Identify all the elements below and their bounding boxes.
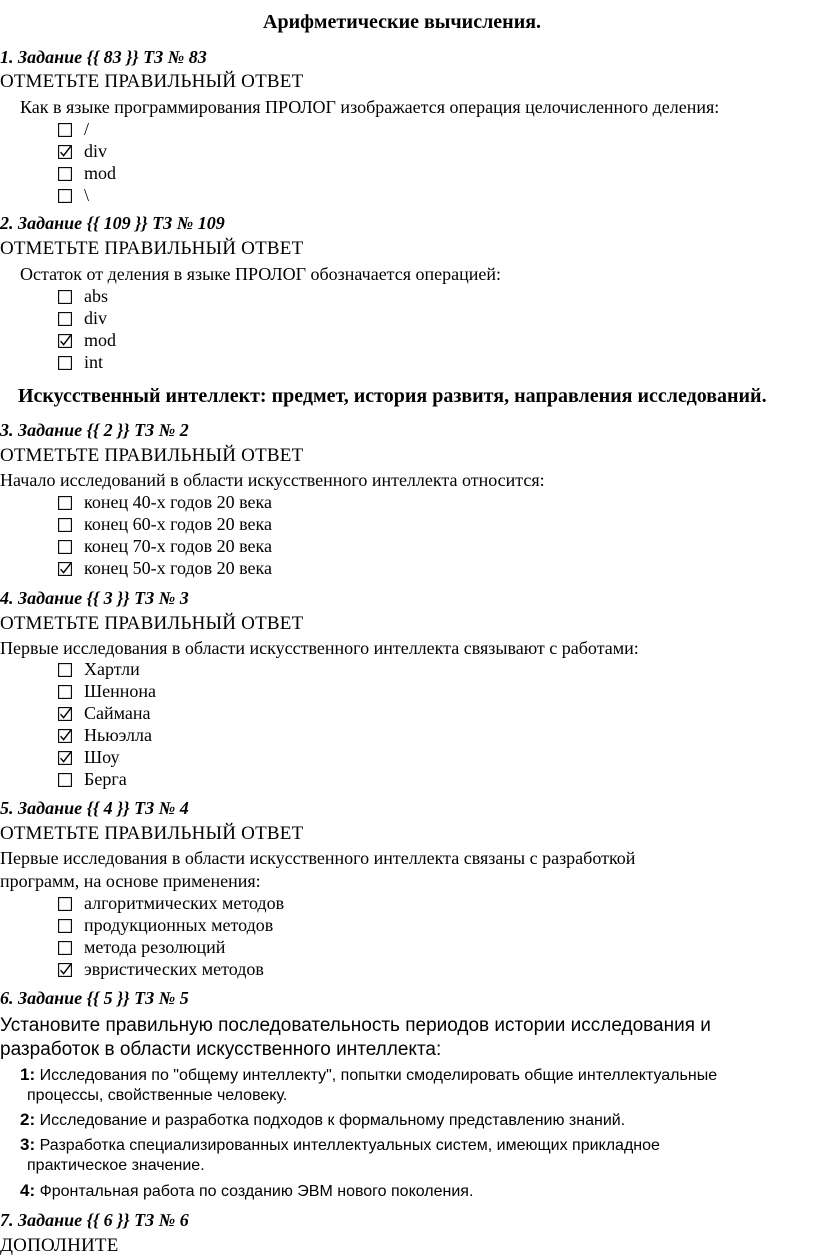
option-label: div (84, 141, 108, 161)
task-header: 3. Задание {{ 2 }} ТЗ № 2 (0, 420, 189, 440)
checkbox-icon (58, 496, 72, 510)
option-label: конец 70-х годов 20 века (84, 536, 272, 556)
option[interactable] (58, 492, 272, 513)
task-question-line: Установите правильную последовательность периодов истории исследования и (0, 1015, 711, 1036)
checkbox-icon (58, 663, 72, 677)
task-instruction: ОТМЕТЬТЕ ПРАВИЛЬНЫЙ ОТВЕТ (0, 613, 304, 634)
option-label: эвристических методов (84, 959, 264, 979)
checked-box-icon (58, 963, 72, 977)
option-label: Хартли (84, 659, 140, 679)
option[interactable] (58, 352, 103, 373)
option-label: конец 50-х годов 20 века (84, 558, 272, 578)
checkbox-icon (58, 123, 72, 137)
option[interactable] (58, 558, 272, 579)
option[interactable] (58, 163, 116, 184)
checkbox-icon (58, 290, 72, 304)
task-question-line: Первые исследования в области искусственного интеллекта связаны с разработкой (0, 848, 636, 868)
checked-box-icon (58, 751, 72, 765)
option[interactable] (58, 536, 272, 557)
option-label: Берга (84, 769, 127, 789)
option[interactable] (58, 659, 140, 680)
option-label: алгоритмических методов (84, 893, 285, 913)
task-header: 5. Задание {{ 4 }} ТЗ № 4 (0, 798, 189, 818)
option[interactable] (58, 915, 273, 936)
sequence-number: 4: (20, 1181, 36, 1200)
task-question: Как в языке программирования ПРОЛОГ изображается операция целочисленного деления: (20, 97, 720, 117)
task-header: 6. Задание {{ 5 }} ТЗ № 5 (0, 988, 189, 1008)
sequence-text-cont: процессы, свойственные человеку. (27, 1087, 288, 1104)
checkbox-icon (58, 167, 72, 181)
sequence-text: Разработка специализированных интеллектуальных систем, имеющих прикладное (39, 1137, 660, 1154)
option-label: продукционных методов (84, 915, 274, 935)
task-question-line: разработок в области искусственного интеллекта: (0, 1039, 442, 1060)
sequence-text: Исследование и разработка подходов к формальному представлению знаний. (39, 1112, 626, 1129)
option[interactable] (58, 185, 89, 206)
option-label: Саймана (84, 703, 151, 723)
section-title: Арифметические вычисления. (263, 11, 542, 33)
checkbox-icon (58, 685, 72, 699)
option-label: метода резолюций (84, 937, 226, 957)
checkbox-icon (58, 773, 72, 787)
section-title: Искусственный интеллект: предмет, история развитя, направления исследований. (18, 385, 767, 407)
sequence-text: Фронтальная работа по созданию ЭВМ нового поколения. (39, 1183, 474, 1200)
option-label: div (84, 308, 108, 328)
option-label: / (84, 119, 90, 139)
option-label: abs (84, 286, 108, 306)
task-instruction: ОТМЕТЬТЕ ПРАВИЛЬНЫЙ ОТВЕТ (0, 445, 304, 466)
checkbox-icon (58, 941, 72, 955)
option[interactable] (58, 308, 107, 329)
task-question: Первые исследования в области искусственного интеллекта связывают с работами: (0, 638, 639, 658)
option-label: mod (84, 330, 117, 350)
task-header: 1. Задание {{ 83 }} ТЗ № 83 (0, 47, 207, 67)
task-question: Остаток от деления в языке ПРОЛОГ обозначается операцией: (20, 264, 502, 284)
option-label: Ньюэлла (84, 725, 153, 745)
sequence-number: 1: (20, 1065, 36, 1084)
checkbox-icon (58, 919, 72, 933)
option-label: Шоу (84, 747, 120, 767)
option[interactable] (58, 286, 108, 307)
option[interactable] (58, 330, 116, 351)
option[interactable] (58, 769, 127, 790)
task-header: 4. Задание {{ 3 }} ТЗ № 3 (0, 588, 189, 608)
option[interactable] (58, 959, 264, 980)
checked-box-icon (58, 562, 72, 576)
option[interactable] (58, 747, 119, 768)
sequence-item[interactable] (20, 1135, 660, 1155)
checked-box-icon (58, 334, 72, 348)
option-label: int (84, 352, 104, 372)
sequence-number: 3: (20, 1135, 36, 1154)
sequence-number: 2: (20, 1110, 36, 1129)
checked-box-icon (58, 707, 72, 721)
task-header: 2. Задание {{ 109 }} ТЗ № 109 (0, 213, 225, 233)
option[interactable] (58, 703, 151, 724)
sequence-item[interactable] (20, 1065, 717, 1085)
option[interactable] (58, 937, 225, 958)
option[interactable] (58, 725, 152, 746)
task-question-line: программ, на основе применения: (0, 871, 261, 891)
task-question: Начало исследований в области искусственного интеллекта относится: (0, 470, 545, 490)
checkbox-icon (58, 540, 72, 554)
checkbox-icon (58, 312, 72, 326)
checkbox-icon (58, 189, 72, 203)
task-header: 7. Задание {{ 6 }} ТЗ № 6 (0, 1210, 189, 1230)
option-label: конец 60-х годов 20 века (84, 514, 272, 534)
checkbox-icon (58, 518, 72, 532)
option-label: \ (84, 185, 90, 205)
checkbox-icon (58, 356, 72, 370)
sequence-text: Исследования по "общему интеллекту", попытки смоделировать общие интеллектуальные (39, 1067, 718, 1084)
task-instruction: ОТМЕТЬТЕ ПРАВИЛЬНЫЙ ОТВЕТ (0, 238, 304, 259)
option[interactable] (58, 141, 107, 162)
sequence-text-cont: практическое значение. (27, 1157, 205, 1174)
option[interactable] (58, 119, 89, 140)
checked-box-icon (58, 145, 72, 159)
checkbox-icon (58, 897, 72, 911)
option[interactable] (58, 893, 284, 914)
sequence-item[interactable] (20, 1181, 473, 1201)
task-instruction: ОТМЕТЬТЕ ПРАВИЛЬНЫЙ ОТВЕТ (0, 823, 304, 844)
option-label: mod (84, 163, 117, 183)
task-instruction: ДОПОЛНИТЕ (0, 1235, 119, 1256)
option-label: конец 40-х годов 20 века (84, 492, 272, 512)
option[interactable] (58, 681, 156, 702)
task-instruction: ОТМЕТЬТЕ ПРАВИЛЬНЫЙ ОТВЕТ (0, 71, 304, 92)
checked-box-icon (58, 729, 72, 743)
option-label: Шеннона (84, 681, 157, 701)
sequence-item[interactable] (20, 1110, 625, 1130)
option[interactable] (58, 514, 272, 535)
